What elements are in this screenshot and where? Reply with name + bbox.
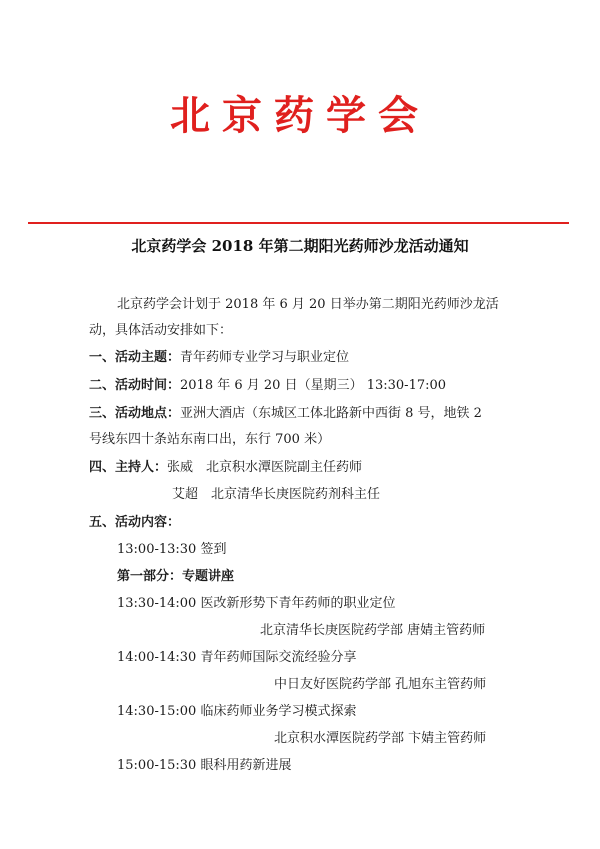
theme-label: 一、活动主题： <box>89 350 181 365</box>
intro-paragraph-line-2: 动，具体活动安排如下： <box>89 323 233 338</box>
place-value-line-1: 亚洲大酒店（东城区工体北路新中西街 8 号，地铁 2 <box>180 406 482 421</box>
host-label: 四、主持人： <box>89 460 168 475</box>
host-2: 艾超 北京清华长庚医院药剂科主任 <box>172 487 381 502</box>
item-host <box>89 459 362 477</box>
schedule-speaker-1: 北京清华长庚医院药学部 唐婧主管药师 <box>260 623 486 638</box>
schedule-talk-2: 14:00-14:30 青年药师国际交流经验分享 <box>117 650 357 665</box>
host-1: 张威 北京积水潭医院副主任药师 <box>167 460 363 475</box>
place-value-line-2: 号线东四十条站东南口出，东行 700 米） <box>89 432 331 447</box>
time-value: 2018 年 6 月 20 日（星期三） 13:30-17:00 <box>180 378 447 393</box>
item-theme <box>89 349 349 367</box>
schedule-talk-3: 14:30-15:00 临床药师业务学习模式探索 <box>117 704 357 719</box>
schedule-talk-4: 15:00-15:30 眼科用药新进展 <box>117 758 292 773</box>
letterhead-title: 北京药学会 <box>170 92 430 139</box>
schedule-speaker-2: 中日友好医院药学部 孔旭东主管药师 <box>274 677 487 692</box>
intro-paragraph-line-1: 北京药学会计划于 2018 年 6 月 20 日举办第二期阳光药师沙龙活 <box>117 297 499 312</box>
time-label: 二、活动时间： <box>89 378 181 393</box>
theme-value: 青年药师专业学习与职业定位 <box>180 350 350 365</box>
place-label: 三、活动地点： <box>89 406 181 421</box>
schedule-talk-1: 13:30-14:00 医改新形势下青年药师的职业定位 <box>117 596 396 611</box>
red-divider-rule <box>28 222 569 224</box>
content-label: 五、活动内容： <box>89 515 181 530</box>
schedule-part-1-heading: 第一部分：专题讲座 <box>117 569 235 584</box>
notice-title: 北京药学会 2018 年第二期阳光药师沙龙活动通知 <box>131 237 469 255</box>
schedule-signin: 13:00-13:30 签到 <box>117 542 227 557</box>
item-place <box>89 405 482 423</box>
item-time <box>89 377 446 395</box>
schedule-speaker-3: 北京积水潭医院药学部 卞婧主管药师 <box>274 731 487 746</box>
